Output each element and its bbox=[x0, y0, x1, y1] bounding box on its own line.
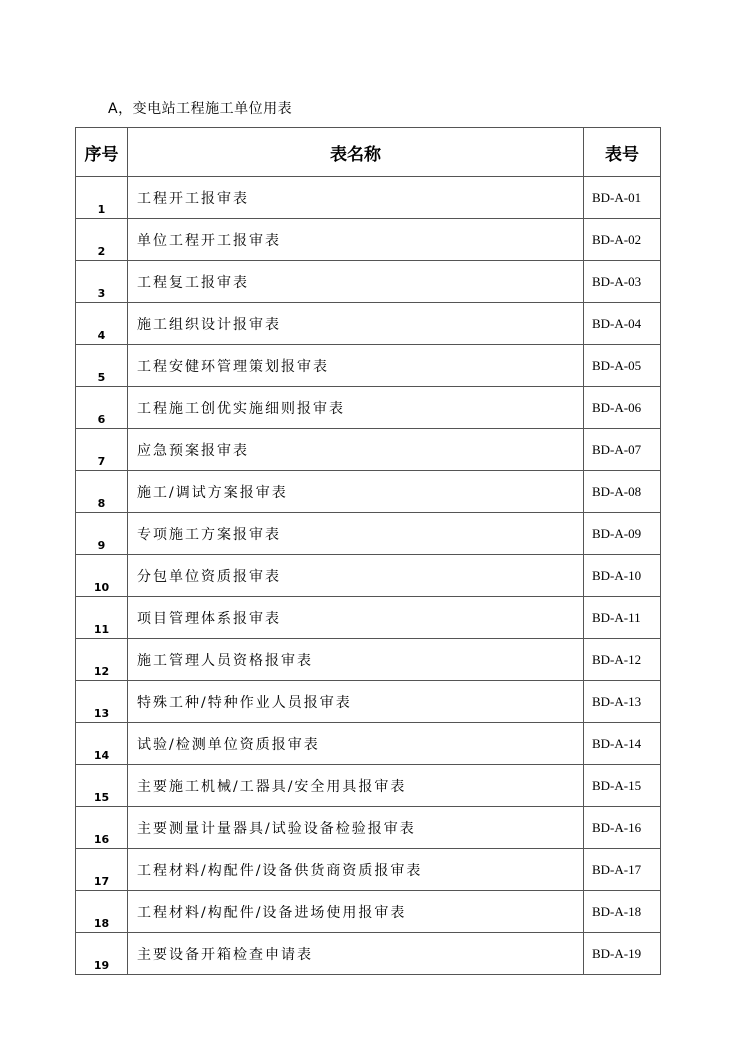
row-form-code: BD-A-12 bbox=[584, 639, 661, 681]
row-form-code: BD-A-19 bbox=[584, 933, 661, 975]
row-serial-number: 6 bbox=[76, 387, 128, 429]
table-row bbox=[76, 849, 661, 891]
row-serial-number: 15 bbox=[76, 765, 128, 807]
row-form-name: 工程施工创优实施细则报审表 bbox=[128, 387, 584, 429]
row-serial-number: 11 bbox=[76, 597, 128, 639]
table-row bbox=[76, 219, 661, 261]
row-form-code: BD-A-05 bbox=[584, 345, 661, 387]
row-form-code: BD-A-06 bbox=[584, 387, 661, 429]
section-heading: A，变电站工程施工单位用表 bbox=[108, 101, 293, 117]
table-header-row bbox=[76, 128, 661, 177]
row-form-code: BD-A-14 bbox=[584, 723, 661, 765]
row-form-name: 工程开工报审表 bbox=[128, 177, 584, 219]
row-form-name: 工程材料/构配件/设备供货商资质报审表 bbox=[128, 849, 584, 891]
row-serial-number: 8 bbox=[76, 471, 128, 513]
row-serial-number: 16 bbox=[76, 807, 128, 849]
header-form-name: 表名称 bbox=[128, 128, 584, 177]
table-row bbox=[76, 303, 661, 345]
header-serial-number: 序号 bbox=[76, 128, 128, 177]
table-row bbox=[76, 177, 661, 219]
row-serial-number: 12 bbox=[76, 639, 128, 681]
row-form-name: 工程复工报审表 bbox=[128, 261, 584, 303]
row-form-name: 项目管理体系报审表 bbox=[128, 597, 584, 639]
row-serial-number: 5 bbox=[76, 345, 128, 387]
row-form-code: BD-A-10 bbox=[584, 555, 661, 597]
table-row bbox=[76, 387, 661, 429]
row-form-code: BD-A-04 bbox=[584, 303, 661, 345]
row-form-name: 应急预案报审表 bbox=[128, 429, 584, 471]
row-serial-number: 14 bbox=[76, 723, 128, 765]
row-form-name: 工程材料/构配件/设备进场使用报审表 bbox=[128, 891, 584, 933]
row-form-name: 单位工程开工报审表 bbox=[128, 219, 584, 261]
table-row bbox=[76, 639, 661, 681]
row-serial-number: 10 bbox=[76, 555, 128, 597]
forms-table bbox=[75, 127, 661, 975]
row-serial-number: 18 bbox=[76, 891, 128, 933]
row-serial-number: 7 bbox=[76, 429, 128, 471]
table-row bbox=[76, 891, 661, 933]
row-serial-number: 19 bbox=[76, 933, 128, 975]
row-serial-number: 4 bbox=[76, 303, 128, 345]
row-serial-number: 9 bbox=[76, 513, 128, 555]
table-row bbox=[76, 555, 661, 597]
row-form-name: 主要测量计量器具/试验设备检验报审表 bbox=[128, 807, 584, 849]
row-form-name: 施工管理人员资格报审表 bbox=[128, 639, 584, 681]
row-form-code: BD-A-09 bbox=[584, 513, 661, 555]
row-form-code: BD-A-03 bbox=[584, 261, 661, 303]
row-form-code: BD-A-17 bbox=[584, 849, 661, 891]
row-form-code: BD-A-08 bbox=[584, 471, 661, 513]
row-form-name: 试验/检测单位资质报审表 bbox=[128, 723, 584, 765]
table-row bbox=[76, 765, 661, 807]
row-form-name: 专项施工方案报审表 bbox=[128, 513, 584, 555]
row-serial-number: 2 bbox=[76, 219, 128, 261]
row-form-code: BD-A-11 bbox=[584, 597, 661, 639]
table-row bbox=[76, 681, 661, 723]
row-form-name: 分包单位资质报审表 bbox=[128, 555, 584, 597]
table-row bbox=[76, 429, 661, 471]
row-form-name: 主要设备开箱检查申请表 bbox=[128, 933, 584, 975]
row-serial-number: 3 bbox=[76, 261, 128, 303]
row-serial-number: 13 bbox=[76, 681, 128, 723]
row-form-code: BD-A-16 bbox=[584, 807, 661, 849]
table-row bbox=[76, 723, 661, 765]
row-form-code: BD-A-18 bbox=[584, 891, 661, 933]
row-form-name: 主要施工机械/工器具/安全用具报审表 bbox=[128, 765, 584, 807]
header-form-code: 表号 bbox=[584, 128, 661, 177]
row-form-name: 特殊工种/特种作业人员报审表 bbox=[128, 681, 584, 723]
row-form-code: BD-A-02 bbox=[584, 219, 661, 261]
table-row bbox=[76, 597, 661, 639]
table-row bbox=[76, 513, 661, 555]
row-form-name: 工程安健环管理策划报审表 bbox=[128, 345, 584, 387]
row-form-code: BD-A-01 bbox=[584, 177, 661, 219]
row-form-name: 施工组织设计报审表 bbox=[128, 303, 584, 345]
row-form-name: 施工/调试方案报审表 bbox=[128, 471, 584, 513]
table-row bbox=[76, 807, 661, 849]
row-serial-number: 1 bbox=[76, 177, 128, 219]
row-form-code: BD-A-15 bbox=[584, 765, 661, 807]
table-row bbox=[76, 471, 661, 513]
table-row bbox=[76, 933, 661, 975]
row-form-code: BD-A-13 bbox=[584, 681, 661, 723]
table-row bbox=[76, 345, 661, 387]
row-serial-number: 17 bbox=[76, 849, 128, 891]
table-row bbox=[76, 261, 661, 303]
row-form-code: BD-A-07 bbox=[584, 429, 661, 471]
